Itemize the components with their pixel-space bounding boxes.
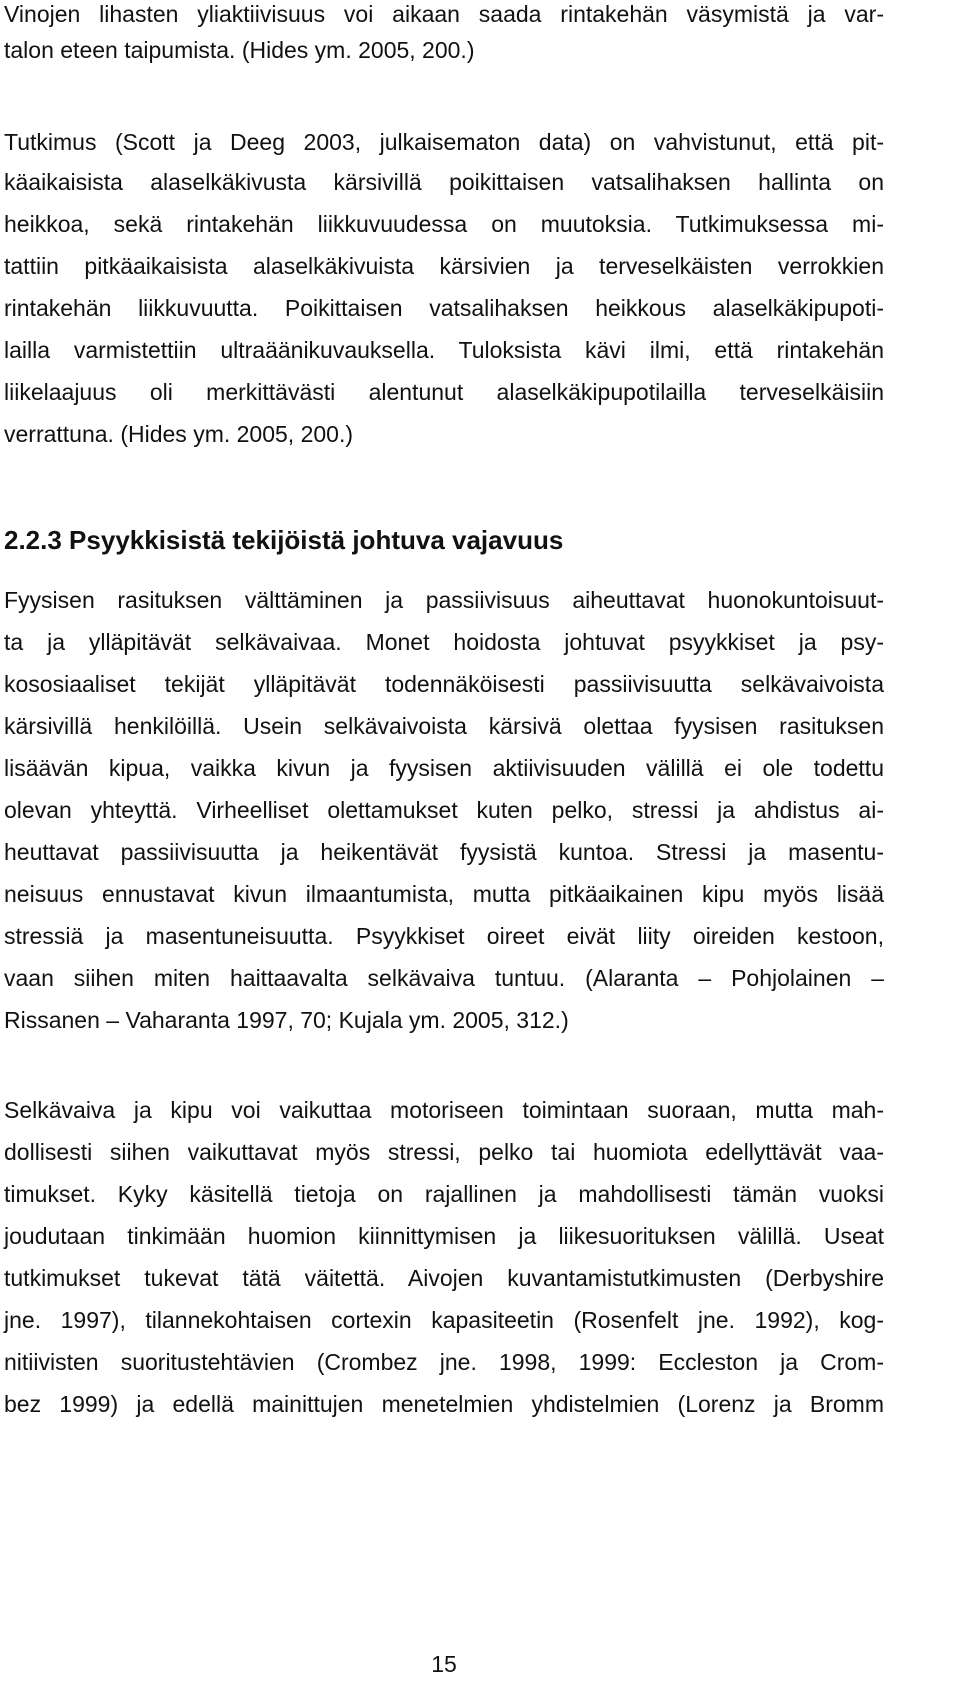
text-line: dollisesti siihen vaikuttavat myös stressi, pelko tai huomiota edellyttävät vaa- [4,1139,884,1165]
text-line: stressiä ja masentuneisuutta. Psyykkiset oireet eivät liity oireiden kestoon, [4,923,884,949]
text-line: olevan yhteyttä. Virheelliset olettamukset kuten pelko, stressi ja ahdistus ai- [4,797,884,823]
text-line: lailla varmistettiin ultraäänikuvauksella. Tuloksista kävi ilmi, että rintakehän [4,337,884,363]
text-line: vaan siihen miten haittaavalta selkävaiva tuntuu. (Alaranta – Pohjolainen – [4,965,884,991]
page-number: 15 [431,1651,457,1677]
text-line: ta ja ylläpitävät selkävaivaa. Monet hoidosta johtuvat psyykkiset ja psy- [4,629,884,655]
text-line: nitiivisten suoritustehtävien (Crombez jne. 1998, 1999: Eccleston ja Crom- [4,1349,884,1375]
text-line: tattiin pitkäaikaisista alaselkäkivuista kärsivien ja terveselkäisten verrokkien [4,253,884,279]
text-line: Tutkimus (Scott ja Deeg 2003, julkaisematon data) on vahvistunut, että pit- [4,129,884,155]
text-line: käaikaisista alaselkäkivusta kärsivillä poikittaisen vatsalihaksen hallinta on [4,169,884,195]
section-heading: 2.2.3 Psyykkisistä tekijöistä johtuva vajavuus [4,525,564,555]
text-line: kososiaaliset tekijät ylläpitävät todennäköisesti passiivisuutta selkävaivoista [4,671,884,697]
text-line: neisuus ennustavat kivun ilmaantumista, mutta pitkäaikainen kipu myös lisää [4,881,884,907]
text-line: jne. 1997), tilannekohtaisen cortexin kapasiteetin (Rosenfelt jne. 1992), kog- [4,1307,884,1333]
text-line: heuttavat passiivisuutta ja heikentävät fyysistä kuntoa. Stressi ja masentu- [4,839,884,865]
text-line: liikelaajuus oli merkittävästi alentunut alaselkäkipupotilailla terveselkäisiin [4,379,884,405]
text-line: Rissanen – Vaharanta 1997, 70; Kujala ym. 2005, 312.) [4,1007,569,1033]
text-line: Selkävaiva ja kipu voi vaikuttaa motoriseen toimintaan suoraan, mutta mah- [4,1097,884,1123]
text-line: talon eteen taipumista. (Hides ym. 2005, 200.) [4,37,475,63]
text-line: timukset. Kyky käsitellä tietoja on rajallinen ja mahdollisesti tämän vuoksi [4,1181,884,1207]
text-line: Fyysisen rasituksen välttäminen ja passiivisuus aiheuttavat huonokuntoisuut- [4,587,884,613]
text-line: verrattuna. (Hides ym. 2005, 200.) [4,421,353,447]
text-line: kärsivillä henkilöillä. Usein selkävaivoista kärsivä olettaa fyysisen rasituksen [4,713,884,739]
text-line: joudutaan tinkimään huomion kiinnittymisen ja liikesuorituksen välillä. Useat [4,1223,884,1249]
text-line: lisäävän kipua, vaikka kivun ja fyysisen aktiivisuuden välillä ei ole todettu [4,755,884,781]
text-line: heikkoa, sekä rintakehän liikkuvuudessa on muutoksia. Tutkimuksessa mi- [4,211,884,237]
text-line: Vinojen lihasten yliaktiivisuus voi aikaan saada rintakehän väsymistä ja var- [4,1,884,27]
text-line: bez 1999) ja edellä mainittujen menetelmien yhdistelmien (Lorenz ja Bromm [4,1391,884,1417]
text-line: rintakehän liikkuvuutta. Poikittaisen vatsalihaksen heikkous alaselkäkipupoti- [4,295,884,321]
text-line: tutkimukset tukevat tätä väitettä. Aivojen kuvantamistutkimusten (Derbyshire [4,1265,884,1291]
